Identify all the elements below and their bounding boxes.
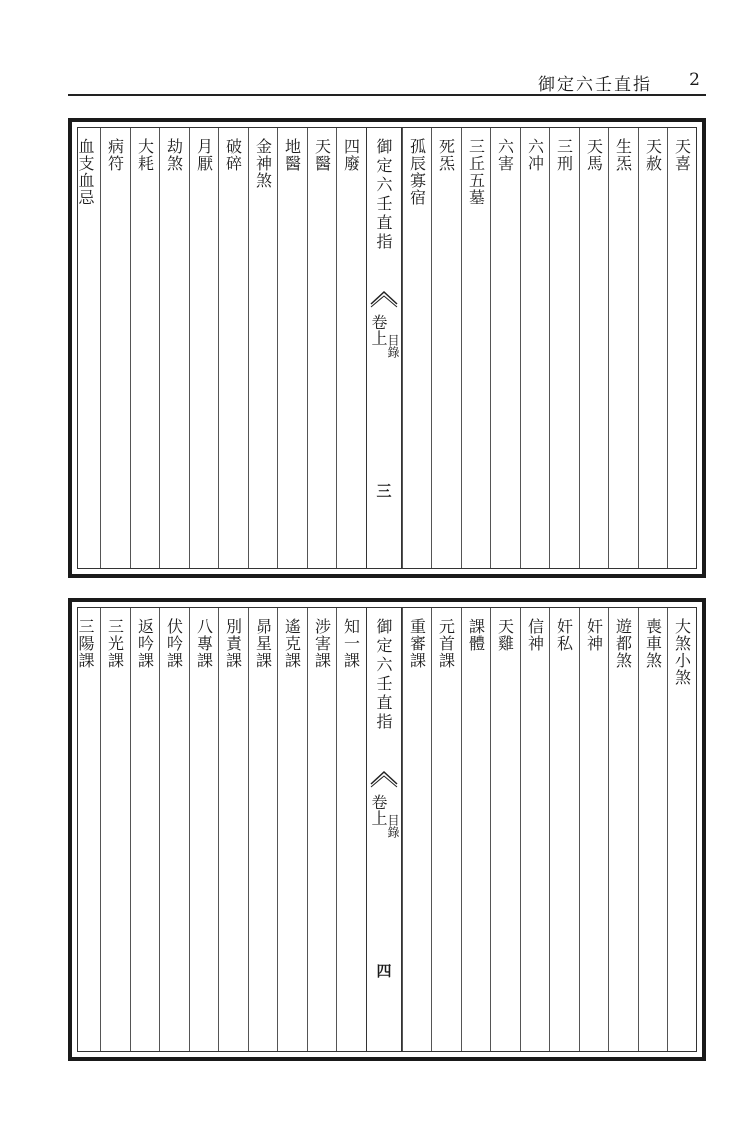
page-number: 2 xyxy=(689,70,700,90)
list-item: 死炁 xyxy=(431,128,461,568)
list-item: 別責課 xyxy=(218,608,248,1051)
list-item: 三陽課 xyxy=(76,618,95,669)
list-item: 八專課 xyxy=(189,608,219,1051)
list-item: 月厭 xyxy=(189,128,219,568)
list-item: 三光課 xyxy=(100,608,130,1051)
center-column xyxy=(366,608,402,1051)
list-item: 病符 xyxy=(100,128,130,568)
list-item: 遙克課 xyxy=(277,608,307,1051)
list-item: 伏吟課 xyxy=(159,608,189,1051)
list-item: 天馬 xyxy=(579,128,609,568)
list-item: 大煞小煞 xyxy=(667,608,697,1051)
page-header xyxy=(68,66,706,96)
list-item: 天赦 xyxy=(638,128,668,568)
panel-bottom xyxy=(68,598,706,1061)
folio-number: 四 xyxy=(376,962,392,980)
list-item: 孤辰寡宿 xyxy=(402,128,432,568)
fish-tail-mark xyxy=(369,768,399,788)
list-item: 昴星課 xyxy=(248,608,278,1051)
list-item: 元首課 xyxy=(431,608,461,1051)
list-item: 六冲 xyxy=(520,128,550,568)
list-item: 三刑 xyxy=(549,128,579,568)
list-item: 涉害課 xyxy=(307,608,337,1051)
volume-label: 卷上 xyxy=(369,794,388,826)
book-title: 御定六壬直指 xyxy=(538,75,652,95)
list-item: 六害 xyxy=(490,128,520,568)
list-item: 金神煞 xyxy=(248,128,278,568)
list-item: 生炁 xyxy=(608,128,638,568)
list-item: 四廢 xyxy=(336,128,366,568)
list-item: 血支血忌 xyxy=(76,138,95,206)
panel-top xyxy=(68,118,706,578)
center-column xyxy=(366,128,402,568)
fish-tail-mark xyxy=(369,288,399,308)
list-item: 破碎 xyxy=(218,128,248,568)
list-item: 大耗 xyxy=(130,128,160,568)
list-item: 喪車煞 xyxy=(638,608,668,1051)
list-item: 遊都煞 xyxy=(608,608,638,1051)
list-item: 返吟課 xyxy=(130,608,160,1051)
list-item: 課體 xyxy=(461,608,491,1051)
folio-number: 三 xyxy=(376,482,392,500)
list-item: 天醫 xyxy=(307,128,337,568)
list-item: 知一課 xyxy=(336,608,366,1051)
list-item: 地醫 xyxy=(277,128,307,568)
list-item: 奸私 xyxy=(549,608,579,1051)
list-item: 信神 xyxy=(520,608,550,1051)
list-item: 三丘五墓 xyxy=(461,128,491,568)
list-item: 劫煞 xyxy=(159,128,189,568)
list-item: 重審課 xyxy=(402,608,432,1051)
list-item: 天喜 xyxy=(667,128,697,568)
volume-label: 卷上 xyxy=(369,314,388,346)
center-title: 御定六壬直指 xyxy=(374,138,393,252)
section-label: 目錄 xyxy=(386,334,400,358)
list-item: 天雞 xyxy=(490,608,520,1051)
section-label: 目錄 xyxy=(386,814,400,838)
center-title: 御定六壬直指 xyxy=(374,618,393,732)
list-item: 奸神 xyxy=(579,608,609,1051)
